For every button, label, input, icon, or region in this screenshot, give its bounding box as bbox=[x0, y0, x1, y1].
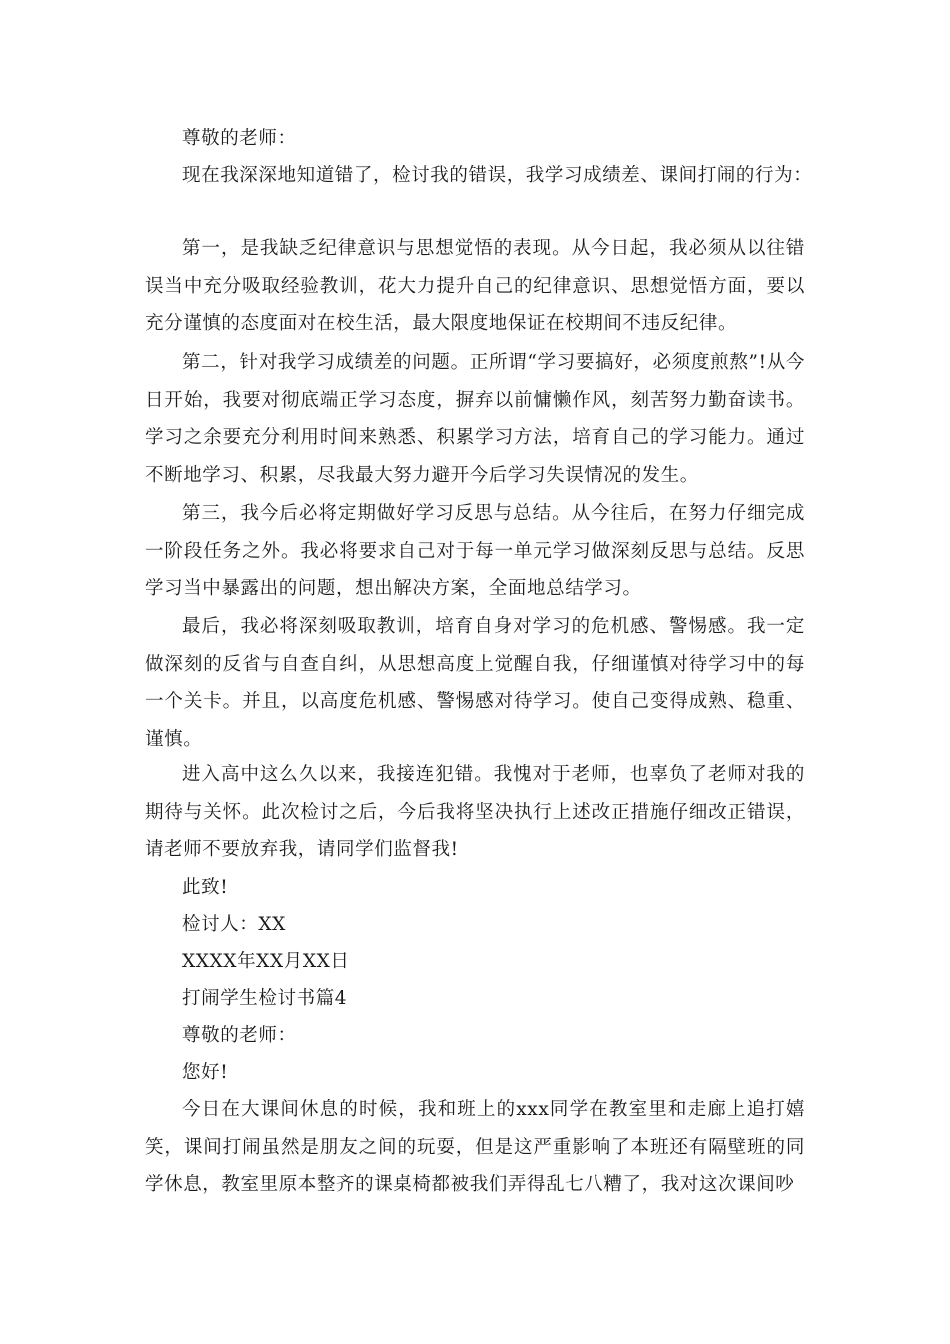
point-two-paragraph: 第二，针对我学习成绩差的问题。正所谓“学习要搞好，必须度煎熬”!从今日开始，我要对彻底端正学习态度，摒弃以前慵懒作风，刻苦努力勤奋读书。学习之余要充分利用时间来熟悉、积累学习方法，培育自己的学习能力。通过不断地学习、积累，尽我最大努力避开今后学习失误情况的发生。 bbox=[145, 352, 805, 487]
greeting-line-2: 尊敬的老师： bbox=[182, 1025, 297, 1046]
intro-paragraph: 现在我深深地知道错了，检讨我的错误，我学习成绩差、课间打闹的行为： bbox=[182, 165, 813, 186]
point-three-paragraph: 第三，我今后必将定期做好学习反思与总结。从今往后，在努力仔细完成一阶段任务之外。我必将要求自己对于每一单元学习做深刻反思与总结。反思学习当中暴露出的问题，想出解决方案，全面地总结学习。 bbox=[145, 503, 805, 600]
point-four-paragraph: 最后，我必将深刻吸取教训，培育自身对学习的危机感、警惕感。我一定做深刻的反省与自查自纠，从思想高度上觉醒自我，仔细谨慎对待学习中的每一个关卡。并且，以高度危机感、警惕感对待学习。使自己变得成熟、稳重、谨慎。 bbox=[145, 616, 805, 751]
greeting-line: 尊敬的老师： bbox=[182, 128, 297, 149]
signer-line: 检讨人：XX bbox=[182, 914, 286, 935]
date-line: XXXX年XX月XX日 bbox=[182, 951, 350, 972]
point-one-paragraph: 第一，是我缺乏纪律意识与思想觉悟的表现。从今日起，我必须从以往错误当中充分吸取经验教训，花大力提升自己的纪律意识、思想觉悟方面，要以充分谨慎的态度面对在校生活，最大限度地保证在校期间不违反纪律。 bbox=[145, 238, 805, 335]
hello-line: 您好! bbox=[182, 1062, 229, 1083]
story-paragraph: 今日在大课间休息的时候，我和班上的xxx同学在教室里和走廊上追打嬉笑，课间打闹虽然是朋友之间的玩耍，但是这严重影响了本班还有隔壁班的同学休息，教室里原本整齐的课桌椅都被我们弄得乱七八糟了，我对这次课间吵 bbox=[145, 1099, 805, 1196]
closing-paragraph: 进入高中这么久以来，我接连犯错。我愧对于老师，也辜负了老师对我的期待与关怀。此次检讨之后，今后我将坚决执行上述改正措施仔细改正错误，请老师不要放弃我，请同学们监督我! bbox=[145, 764, 805, 861]
salute-line: 此致! bbox=[182, 877, 229, 898]
section-title: 打闹学生检讨书篇4 bbox=[182, 988, 348, 1009]
